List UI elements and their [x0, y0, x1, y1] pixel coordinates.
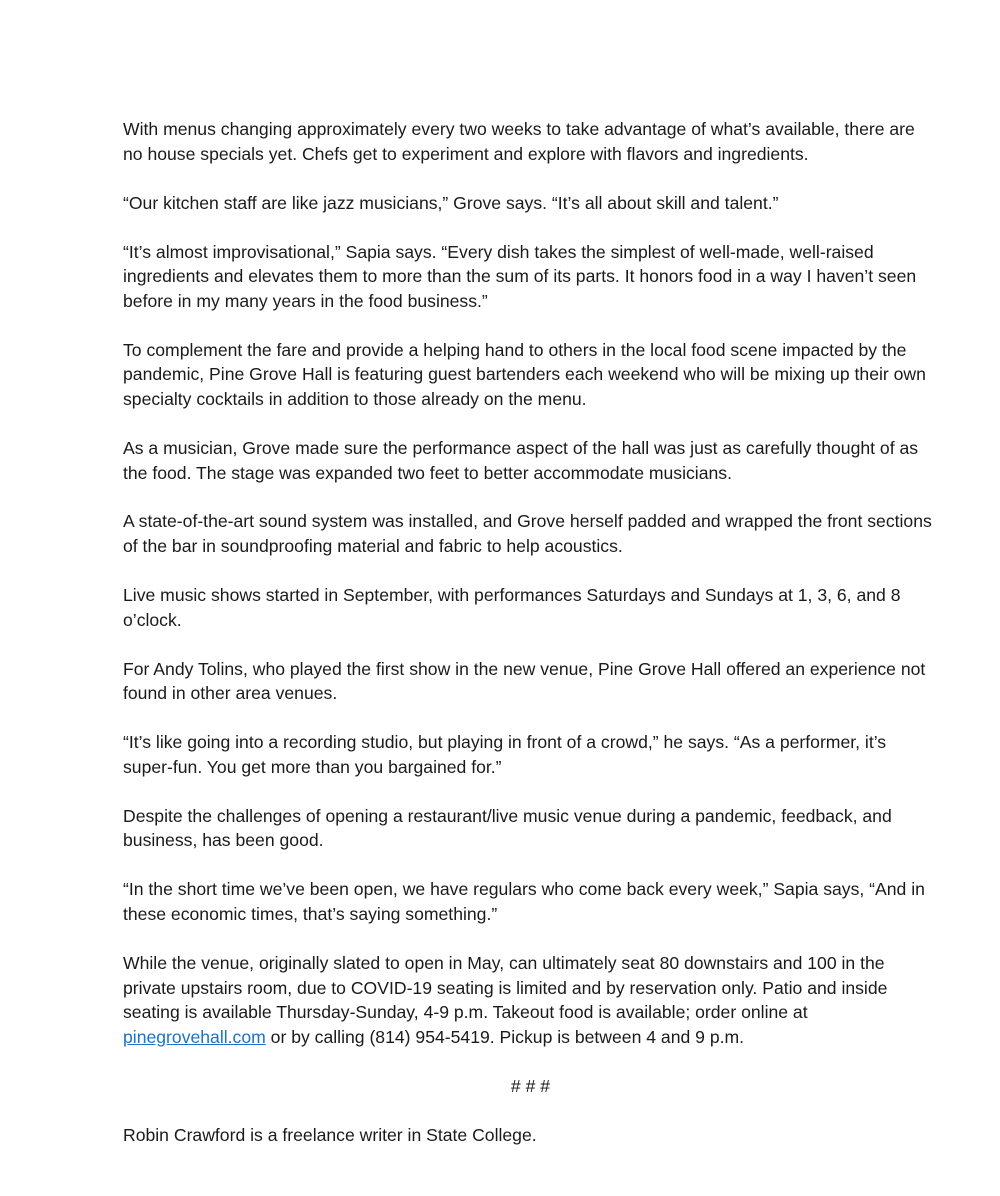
paragraph-andy-tolins: For Andy Tolins, who played the first show in the new venue, Pine Grove Hall offered an experience not found in other area venues.	[123, 658, 926, 704]
paragraph-grove-quote: “Our kitchen staff are like jazz musicians,” Grove says. “It’s all about skill and talent.”	[123, 192, 779, 213]
paragraph-sapia-quote: “It’s almost improvisational,” Sapia says. “Every dish takes the simplest of well-made, well-raised ingredients and elevates them to more than the sum of its parts. It honors food in a way I haven’t seen before in my many years in the food business.”	[123, 241, 917, 311]
website-link[interactable]: pinegrovehall.com	[123, 1026, 266, 1047]
section-divider: # # #	[510, 1075, 551, 1096]
document-page	[123, 117, 938, 1172]
paragraph-performance: As a musician, Grove made sure the performance aspect of the hall was just as carefully thought of as the food. The stage was expanded two feet to better accommodate musicians.	[123, 437, 919, 483]
paragraph-venue-info	[123, 951, 938, 1049]
author-byline: Robin Crawford is a freelance writer in State College.	[123, 1124, 537, 1145]
paragraph-challenges: Despite the challenges of opening a restaurant/live music venue during a pandemic, feedback, and business, has been good.	[123, 805, 892, 851]
paragraph-live-music: Live music shows started in September, with performances Saturdays and Sundays at 1, 3, 6, and 8 o’clock.	[123, 585, 901, 630]
paragraph-recording-studio-quote: “It’s like going into a recording studio, but playing in front of a crowd,” he says. “As a performer, it’s super-fun. You get more than you bargained for.”	[123, 732, 887, 777]
venue-info-text: While the venue, originally slated to open in May, can ultimately seat 80 downstairs and 100 in the private upstairs room, due to COVID-19 seating is limited and by reservation only. Patio and inside seating is available Thursday-Sunday, 4-9 p.m. Takeout food is available; order online at	[123, 952, 888, 1023]
paragraph-sound-system: A state-of-the-art sound system was installed, and Grove herself padded and wrapped the front sections of the bar in soundproofing material and fabric to help acoustics.	[123, 511, 932, 557]
paragraph-guest-bartenders: To complement the fare and provide a helping hand to others in the local food scene impacted by the pandemic, Pine Grove Hall is featuring guest bartenders each weekend who will be mixing up their own specialty cocktails in addition to those already on the menu.	[123, 339, 926, 409]
paragraph-menus: With menus changing approximately every two weeks to take advantage of what’s available, there are no house specials yet. Chefs get to experiment and explore with flavors and ingredients.	[123, 119, 915, 164]
paragraph-regulars-quote: “In the short time we’ve been open, we have regulars who come back every week,” Sapia says, “And in these economic times, that’s saying something.”	[123, 879, 925, 924]
venue-info-text-end: or by calling (814) 954-5419. Pickup is between 4 and 9 p.m.	[265, 1026, 745, 1047]
